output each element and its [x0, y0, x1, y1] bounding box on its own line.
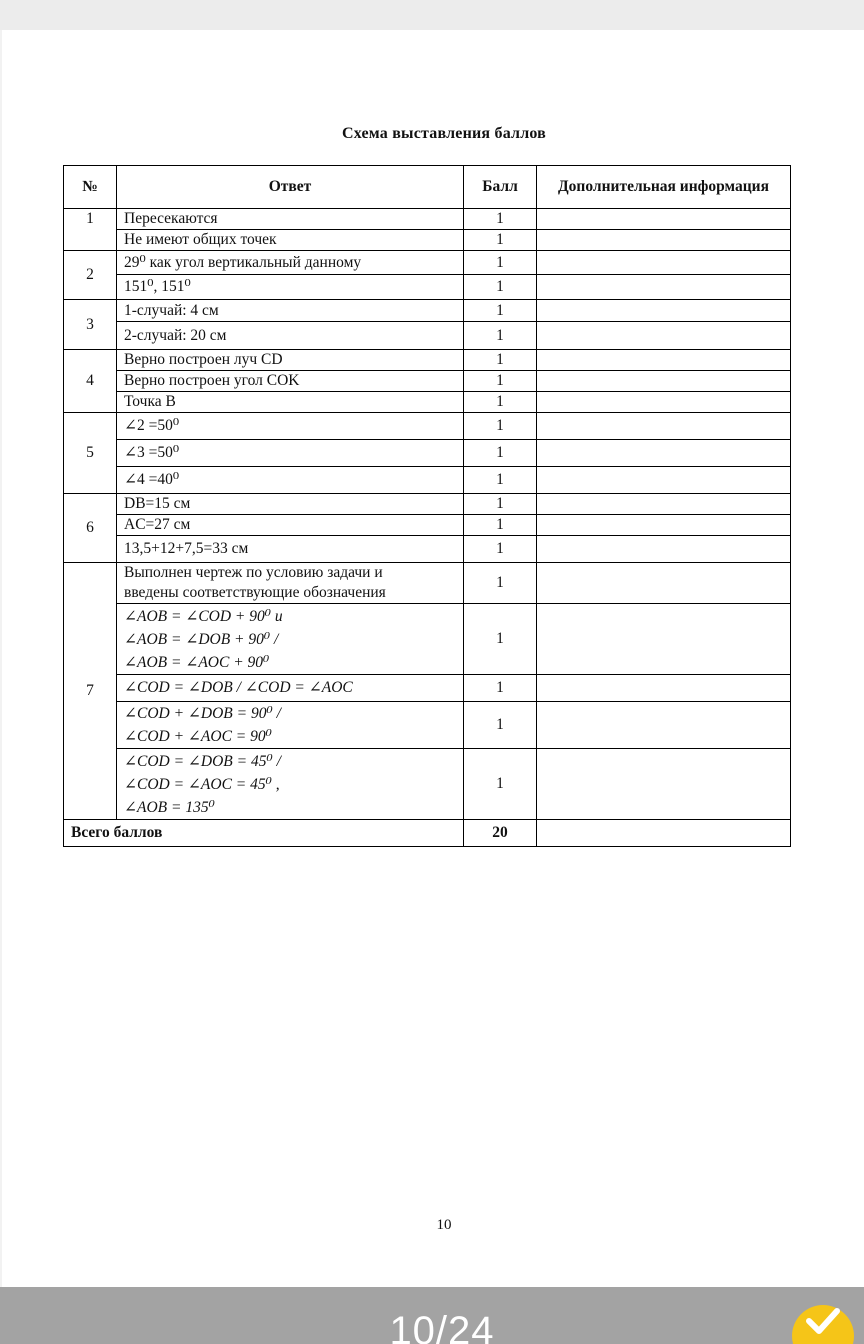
table-row: [64, 749, 791, 820]
table-row: [64, 494, 791, 515]
score-cell: 1: [464, 371, 537, 392]
answer-cell: ∠3 =50⁰: [117, 440, 464, 467]
answer-cell: [117, 604, 464, 675]
info-cell: [537, 440, 791, 467]
table-row: [64, 251, 791, 275]
page-counter: 10/24: [389, 1309, 495, 1344]
table-row: [64, 563, 791, 604]
table-row: [64, 322, 791, 350]
info-cell: [537, 300, 791, 322]
score-cell: 1: [464, 275, 537, 300]
answer-line: Выполнен чертеж по условию задачи и: [124, 564, 383, 581]
score-cell: 1: [464, 413, 537, 440]
score-cell: 1: [464, 209, 537, 230]
info-cell: [537, 563, 791, 604]
table-row: [64, 350, 791, 371]
page-number: 10: [436, 1217, 452, 1233]
task-number: 1: [64, 209, 117, 251]
info-cell: [537, 820, 791, 847]
answer-line: ∠AOB = ∠COD + 90⁰ и: [124, 607, 283, 625]
score-cell: 1: [464, 563, 537, 604]
task-number: 3: [64, 300, 117, 350]
info-cell: [537, 702, 791, 749]
answer-line: ∠AOB = ∠DOB + 90⁰ /: [124, 630, 279, 648]
info-cell: [537, 515, 791, 536]
score-cell: 1: [464, 749, 537, 820]
info-cell: [537, 536, 791, 563]
table-row: [64, 371, 791, 392]
task-number: 5: [64, 413, 117, 494]
task-number: 2: [64, 251, 117, 300]
header-number: №: [64, 166, 117, 209]
answer-line: ∠COD = ∠DOB = 45⁰ /: [124, 752, 281, 770]
answer-cell: 13,5+12+7,5=33 см: [117, 536, 464, 563]
info-cell: [537, 467, 791, 494]
document-page: [2, 30, 864, 1287]
score-cell: 1: [464, 392, 537, 413]
info-cell: [537, 275, 791, 300]
info-cell: [537, 322, 791, 350]
answer-cell: Верно построен угол COK: [117, 371, 464, 392]
viewer-bottom-bar: [0, 1287, 864, 1344]
answer-cell: Не имеют общих точек: [117, 230, 464, 251]
score-cell: 1: [464, 251, 537, 275]
header-additional-info: Дополнительная информация: [537, 166, 791, 209]
scoring-table: [63, 165, 791, 847]
score-cell: 1: [464, 536, 537, 563]
task-number: 4: [64, 350, 117, 413]
answer-cell: [117, 563, 464, 604]
document-title: Схема выставления баллов: [341, 125, 547, 142]
info-cell: [537, 392, 791, 413]
info-cell: [537, 209, 791, 230]
info-cell: [537, 251, 791, 275]
answer-cell: [117, 702, 464, 749]
answer-cell: ∠4 =40⁰: [117, 467, 464, 494]
answer-line: введены соответствующие обозначения: [124, 584, 386, 601]
answer-cell: 29⁰ как угол вертикальный данному: [117, 251, 464, 275]
table-row: [64, 392, 791, 413]
table-row: [64, 702, 791, 749]
score-cell: 1: [464, 675, 537, 702]
answer-cell: 1-случай: 4 см: [117, 300, 464, 322]
info-cell: [537, 749, 791, 820]
answer-cell: Верно построен луч CD: [117, 350, 464, 371]
header-answer: Ответ: [117, 166, 464, 209]
table-row: [64, 515, 791, 536]
answer-cell: [117, 675, 464, 702]
info-cell: [537, 413, 791, 440]
info-cell: [537, 230, 791, 251]
answer-cell: Пересекаются: [117, 209, 464, 230]
info-cell: [537, 371, 791, 392]
info-cell: [537, 675, 791, 702]
info-cell: [537, 350, 791, 371]
check-icon: [803, 1305, 843, 1337]
table-row: [64, 230, 791, 251]
table-row: [64, 604, 791, 675]
answer-line: ∠COD + ∠DOB = 90⁰ /: [124, 705, 281, 722]
score-cell: 1: [464, 702, 537, 749]
score-cell: 1: [464, 300, 537, 322]
score-cell: 1: [464, 467, 537, 494]
total-score: 20: [464, 820, 537, 847]
table-row: [64, 467, 791, 494]
answer-line: ∠AOB = ∠AOC + 90⁰: [124, 653, 270, 671]
score-cell: 1: [464, 604, 537, 675]
answer-cell: ∠2 =50⁰: [117, 413, 464, 440]
answer-line: ∠COD = ∠AOC = 45⁰ ,: [124, 775, 280, 793]
total-label: Всего баллов: [64, 820, 464, 847]
table-header-row: [64, 166, 791, 209]
score-cell: 1: [464, 494, 537, 515]
answer-cell: 2-случай: 20 см: [117, 322, 464, 350]
score-cell: 1: [464, 350, 537, 371]
task-number: 7: [64, 563, 117, 820]
answer-cell: Точка B: [117, 392, 464, 413]
info-cell: [537, 604, 791, 675]
answer-cell: DB=15 см: [117, 494, 464, 515]
table-row: [64, 275, 791, 300]
table-row: [64, 536, 791, 563]
table-row: [64, 440, 791, 467]
score-cell: 1: [464, 322, 537, 350]
score-cell: 1: [464, 515, 537, 536]
viewer-top-bar: [0, 0, 864, 30]
answer-line: ∠COD = ∠DOB / ∠COD = ∠AOC: [124, 679, 353, 696]
table-row: [64, 300, 791, 322]
table-row: [64, 675, 791, 702]
info-cell: [537, 494, 791, 515]
total-row: [64, 820, 791, 847]
answer-cell: AC=27 см: [117, 515, 464, 536]
score-cell: 1: [464, 440, 537, 467]
table-row: [64, 413, 791, 440]
header-score: Балл: [464, 166, 537, 209]
task-number: 6: [64, 494, 117, 563]
table-row: [64, 209, 791, 230]
answer-line: ∠COD + ∠AOC = 90⁰: [124, 728, 272, 745]
answer-cell: 151⁰, 151⁰: [117, 275, 464, 300]
answer-cell: [117, 749, 464, 820]
answer-line: ∠AOB = 135⁰: [124, 798, 215, 816]
score-cell: 1: [464, 230, 537, 251]
